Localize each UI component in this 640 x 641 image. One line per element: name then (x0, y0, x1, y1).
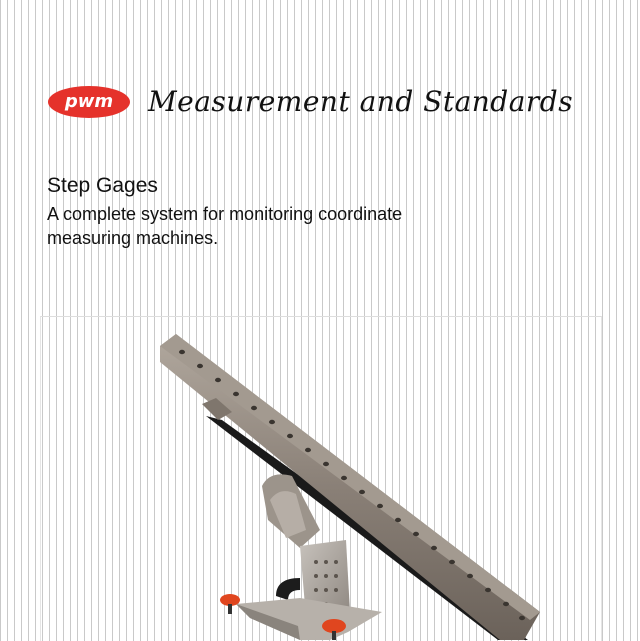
logo-text: pwm (64, 91, 114, 112)
page-title: Step Gages (47, 174, 158, 197)
tripod-base (236, 598, 382, 640)
leveling-knob-left (220, 594, 240, 614)
brand-tagline: Measurement and Standards (148, 85, 574, 118)
step-gage-bar (160, 334, 540, 640)
subtitle-line-1: A complete system for monitoring coordinate (47, 204, 403, 224)
subtitle-line-2: measuring machines. (47, 228, 219, 248)
